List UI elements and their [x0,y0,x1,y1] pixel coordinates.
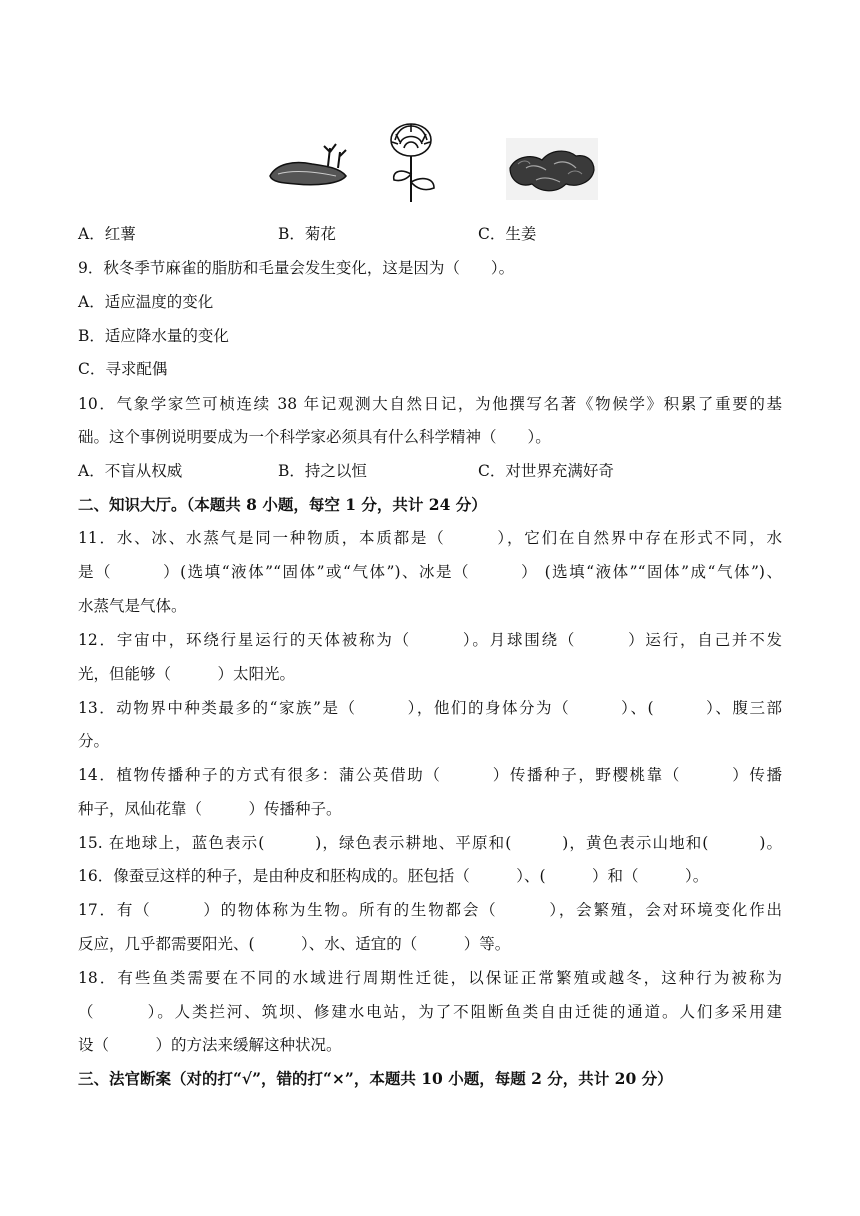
q10-option-c: C．对世界充满好奇 [478,462,614,480]
q11-line-2: 是（ ）(选填“液体”“固体”或“气体”)、冰是（ ） (选填“液体”“固体”成“气体”)、 [78,563,782,581]
q18-line-3: 设（ ）的方法来缓解这种状况。 [78,1036,342,1054]
q13-line-1: 13．动物界中种类最多的“家族”是（ ），他们的身体分为（ ）、( ）、腹三部 [78,699,782,717]
q10-stem-line-1: 10．气象学家竺可桢连续 38 年记观测大自然日记，为他撰写名著《物候学》积累了重要的基 [78,395,782,413]
q9-stem: 9．秋冬季节麻雀的脂肪和毛量会发生变化，这是因为（ ）。 [78,259,515,277]
q15-line: 15. 在地球上，蓝色表示( )，绿色表示耕地、平原和( )，黄色表示山地和( )。 [78,834,782,852]
q8-option-b: B．菊花 [278,225,336,243]
q11-line-1: 11．水、冰、水蒸气是同一种物质，本质都是（ ），它们在自然界中存在形式不同，水 [78,529,782,547]
section-2-title: 二、知识大厅。（本题共 8 小题，每空 1 分，共计 24 分） [78,495,487,514]
q10-stem-line-2: 础。这个事例说明要成为一个科学家必须具有什么科学精神（ ）。 [78,428,551,446]
q9-option-a: A．适应温度的变化 [78,293,214,311]
sweet-potato-image [266,138,350,188]
q11-line-3: 水蒸气是气体。 [78,597,187,615]
q16-line: 16．像蚕豆这样的种子，是由种皮和胚构成的。胚包括（ ）、( ）和（ ）。 [78,867,709,885]
section-3-title: 三、法官断案（对的打“√”，错的打“×”，本题共 10 小题，每题 2 分，共计 20 分） [78,1069,673,1088]
q8-option-a: A．红薯 [78,225,136,243]
q9-option-b: B．适应降水量的变化 [78,327,229,345]
ginger-image [506,138,598,200]
q10-option-a: A．不盲从权威 [78,462,183,480]
q12-line-2: 光，但能够（ ）太阳光。 [78,665,296,683]
q14-line-2: 种子，凤仙花靠（ ）传播种子。 [78,800,342,818]
q14-line-1: 14．植物传播种子的方式有很多：蒲公英借助（ ）传播种子，野樱桃靠（ ）传播 [78,766,782,784]
q18-line-1: 18．有些鱼类需要在不同的水域进行周期性迁徙，以保证正常繁殖或越冬，这种行为被称为 [78,969,782,987]
q18-line-2: （ ）。人类拦河、筑坝、修建水电站，为了不阻断鱼类自由迁徙的通道。人们多采用建 [78,1003,782,1021]
q9-option-c: C．寻求配偶 [78,360,168,378]
q13-line-2: 分。 [78,732,110,750]
q10-option-b: B．持之以恒 [278,462,367,480]
q8-option-c: C．生姜 [478,225,537,243]
q12-line-1: 12．宇宙中，环绕行星运行的天体被称为（ ）。月球围绕（ ）运行，自己并不发 [78,631,782,649]
q17-line-2: 反应，几乎都需要阳光、( ）、水、适宜的（ ）等。 [78,935,511,953]
q17-line-1: 17．有（ ）的物体称为生物。所有的生物都会（ ），会繁殖，会对环境变化作出 [78,901,782,919]
chrysanthemum-image [386,120,446,204]
